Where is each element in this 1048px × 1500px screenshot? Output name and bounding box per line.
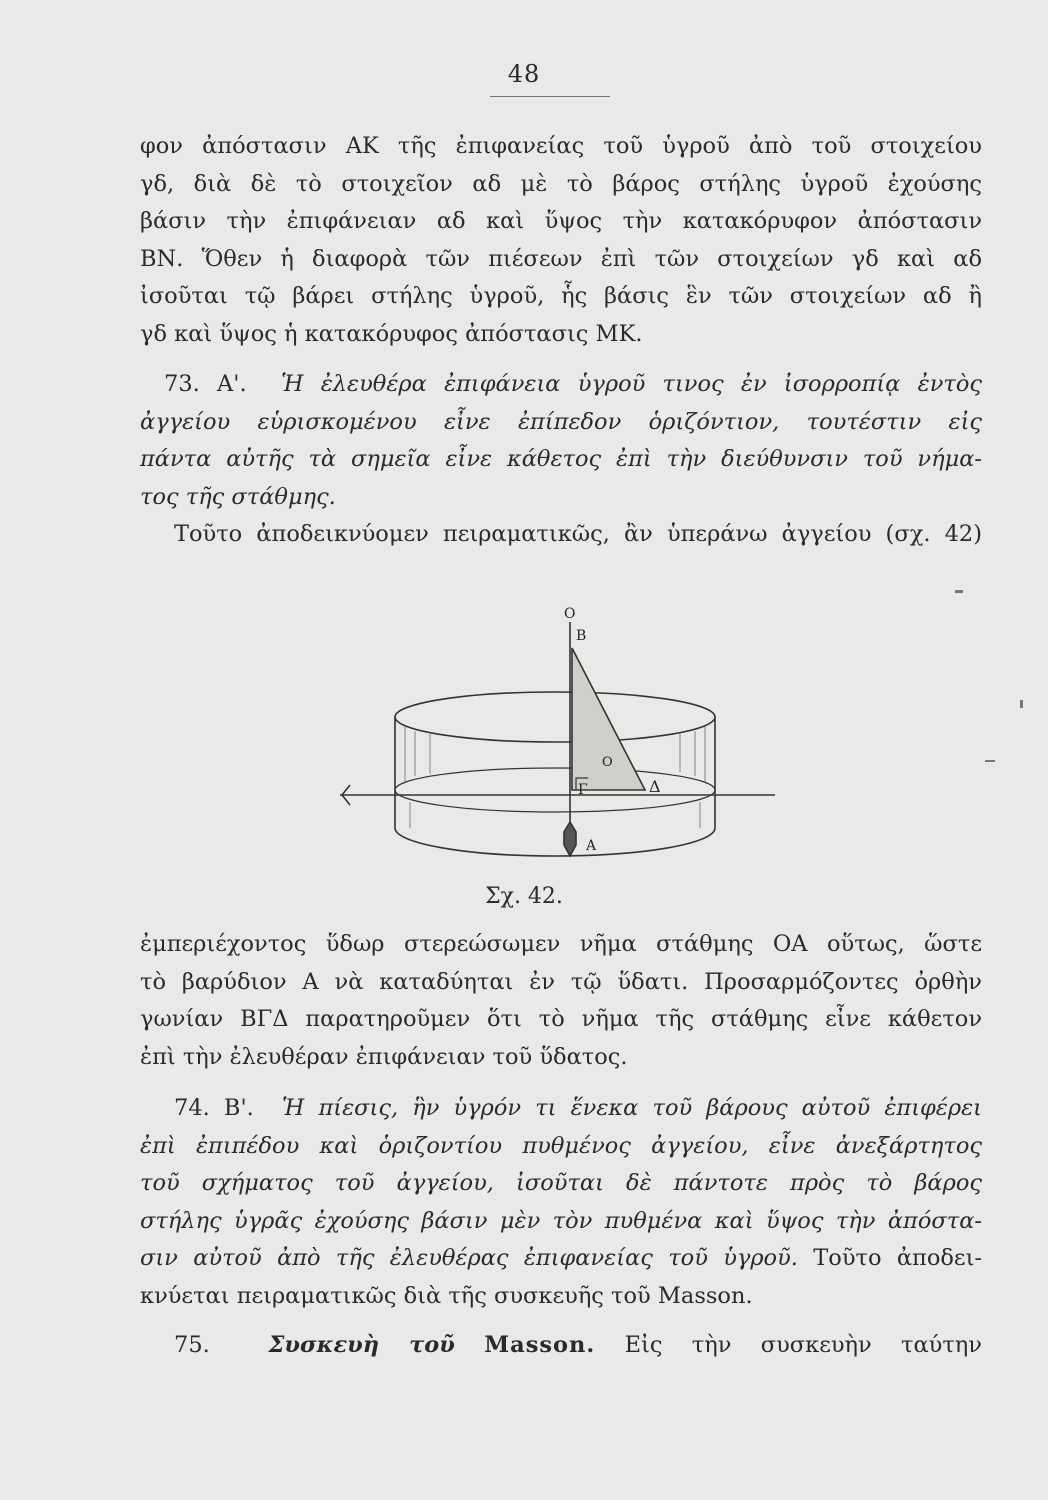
text-line: γδ, διὰ δὲ τὸ στοιχεῖον αδ μὲ τὸ βάρος στήλης ὑγροῦ ἐχούσης (140, 170, 982, 197)
text-line (140, 1327, 982, 1365)
text-line: κνύεται πειραματικῶς διὰ τῆς συσκευῆς τοῦ Masson. (140, 1282, 753, 1309)
vessel-rim (395, 692, 715, 742)
scan-speck (955, 590, 963, 593)
text-line: Τοῦτο ἀποδεικνύομεν πειραματικῶς, ἂν ὑπεράνω ἀγγείου (σχ. 42) (174, 521, 982, 547)
figure-42 (320, 600, 790, 890)
theorem-text: Ἡ πίεσις, ἣν ὑγρόν τι ἕνεκα τοῦ βάρους αὐτοῦ ἐπιφέρει (282, 1095, 982, 1121)
label-B: B (576, 628, 587, 644)
text-line: φον ἀπόστασιν ΑΚ τῆς ἐπιφανείας τοῦ ὑγροῦ ἀπὸ τοῦ στοιχείου (140, 133, 982, 159)
section-74 (140, 1090, 982, 1315)
theorem-text-line: τοῦ σχήματος τοῦ ἀγγείου, ἰσοῦται δὲ πάντοτε πρὸς τὸ βάρος (140, 1170, 982, 1196)
text-line: γωνίαν ΒΓΔ παρατηροῦμεν ὅτι τὸ νῆμα τῆς στάθμης εἶνε κάθετον (140, 1006, 982, 1032)
theorem-text-line: πάντα αὐτῆς τὰ σημεῖα εἶνε κάθετος ἐπὶ τὴν διεύθυνσιν τοῦ νήμα- (140, 446, 982, 472)
section-title-italic: Συσκευὴ τοῦ (268, 1332, 455, 1358)
theorem-text: σιν αὐτοῦ ἀπὸ τῆς ἐλευθέρας ἐπιφανείας τοῦ ὑγροῦ. (140, 1245, 798, 1271)
plumb-bob (564, 822, 576, 856)
section-75 (140, 1327, 982, 1365)
section-number: 73. Α'. (164, 371, 247, 397)
text-line: ἰσοῦται τῷ βάρει στήλης ὑγροῦ, ἧς βάσις ἓν τῶν στοιχείων αδ ἢ (140, 283, 982, 309)
text-line: βάσιν τὴν ἐπιφάνειαν αδ καὶ ὕψος τὴν κατακόρυφον ἀπόστασιν (140, 208, 982, 234)
theorem-text-line: ἀγγείου εὑρισκομένου εἶνε ἐπίπεδον ὁριζόντιον, τουτέστιν εἰς (140, 408, 982, 435)
theorem-text: Ἡ ἐλευθέρα ἐπιφάνεια ὑγροῦ τινος ἐν ἰσορροπίᾳ ἐντὸς (281, 371, 982, 397)
label-Gamma: Γ (578, 782, 588, 798)
vessel-bottom (395, 828, 715, 856)
header-rule (490, 96, 610, 97)
section-73 (140, 366, 982, 554)
label-A: A (586, 838, 597, 854)
text-line: ἐπὶ τὴν ἐλευθέραν ἐπιφάνειαν τοῦ ὕδατος. (140, 1043, 628, 1070)
figure-caption: Σχ. 42. (485, 884, 563, 909)
text-line: γδ καὶ ὕψος ἡ κατακόρυφος ἀπόστασις ΜΚ. (140, 320, 643, 347)
plain-text: Τοῦτο ἀποδει- (813, 1245, 982, 1271)
text-line (140, 1240, 982, 1278)
theorem-text-line: ἐπὶ ἐπιπέδου καὶ ὁριζοντίου πυθμένος ἀγγείου, εἶνε ἀνεξάρτητος (140, 1132, 982, 1159)
theorem-text-line: στήλης ὑγρᾶς ἐχούσης βάσιν μὲν τὸν πυθμένα καὶ ὕψος τὴν ἀπόστα- (140, 1207, 982, 1234)
text-line: τὸ βαρύδιον Α νὰ καταδύηται ἐν τῷ ὕδατι. Προσαρμόζοντες ὀρθὴν (140, 968, 982, 995)
label-O-top: O (564, 606, 576, 622)
text-line: ΒΝ. Ὅθεν ἡ διαφορὰ τῶν πιέσεων ἐπὶ τῶν στοιχείων γδ καὶ αδ (140, 245, 982, 272)
label-Delta: Δ (649, 777, 661, 796)
text-line (140, 366, 982, 404)
label-small-o: O (602, 755, 613, 770)
water-surface (395, 768, 715, 812)
paragraph-2 (140, 926, 982, 1076)
page-number: 48 (507, 60, 541, 88)
section-number: 74. Β'. (174, 1095, 254, 1121)
theorem-text-line: τος τῆς στάθμης. (140, 483, 336, 510)
scan-speck (1020, 700, 1023, 708)
text-line: ἐμπεριέχοντος ὕδωρ στερεώσωμεν νῆμα στάθμης ΟΑ οὕτως, ὥστε (140, 931, 982, 957)
section-title-bold: Masson. (484, 1332, 596, 1358)
plain-text: Εἰς τὴν συσκευὴν ταύτην (624, 1332, 982, 1358)
scan-speck (985, 760, 995, 762)
section-number: 75. (174, 1332, 210, 1358)
text-line (140, 1090, 982, 1128)
paragraph-1 (140, 128, 982, 353)
